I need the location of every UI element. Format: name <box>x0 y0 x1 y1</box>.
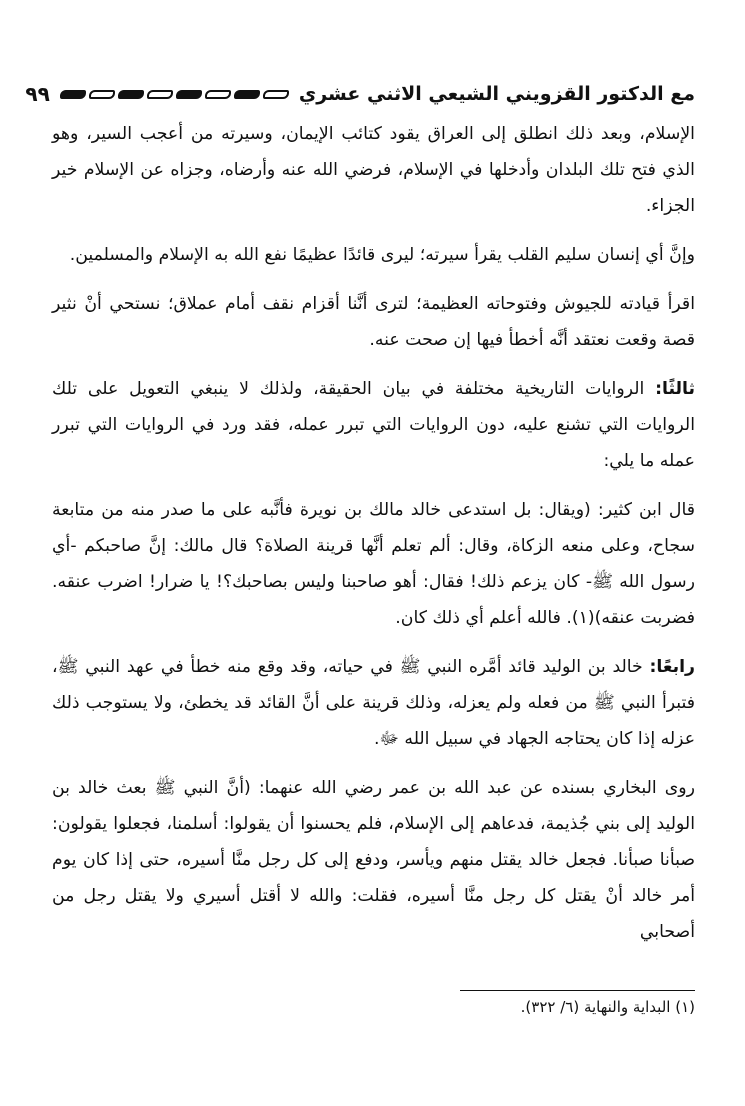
body-text <box>52 116 695 963</box>
page-header <box>25 74 695 114</box>
paragraph <box>52 371 695 479</box>
paragraph-text: قال ابن كثير: (ويقال: بل استدعى خالد مالك بن نويرة فأنَّبه على ما صدر منه من متابعة سجاح، وعلى منعه الزكاة، وقال: ألم تعلم أنَّها قرينة الصلاة؟ قال مالك: إنَّ صاحبكم -أي رسول الله ﷺ- كان يزعم ذلك! فقال: أهو صاحبنا وليس بصاحبك؟! يا ضرار! اضرب عنقه. فضربت عنقه)(١). فالله أعلم أي ذلك كان. <box>52 500 695 628</box>
paragraph-text: اقرأ قيادته للجيوش وفتوحاته العظيمة؛ لترى أنَّنا أقزام نقف أمام عملاق؛ نستحي أنْ نثير قصة وقعت نعتقد أنَّه أخطأ فيها إن صحت عنه. <box>52 294 695 350</box>
paragraph <box>52 649 695 757</box>
paragraph-text: الإسلام، وبعد ذلك انطلق إلى العراق يقود كتائب الإيمان، وسيرته من أعجب السير، وهو الذي فتح تلك البلدان وأدخلها في الإسلام، فرضي الله عنه وأرضاه، وجزاه عن الإسلام خير الجزاء. <box>52 124 695 216</box>
paragraph-lead: رابعًا: <box>649 657 695 677</box>
running-title: مع الدكتور القزويني الشيعي الاثني عشري <box>298 83 695 105</box>
paragraph-text: روى البخاري بسنده عن عبد الله بن عمر رضي الله عنهما: (أنَّ النبي ﷺ بعث خالد بن الوليد إلى بني جُذيمة، فدعاهم إلى الإسلام، فلم يحسنوا أن يقولوا: أسلمنا، فجعلوا يقولون: صبأنا صبأنا. فجعل خالد يقتل منهم ويأسر، ودفع إلى كل رجل منَّا أسيره، حتى إذا كان يوم أمر خالد أنْ يقتل كل رجل منَّا أسيره، فقلت: والله لا أقتل أسيري ولا يقتل رجل من أصحابي <box>52 778 695 942</box>
paragraph <box>52 770 695 950</box>
paragraph <box>52 286 695 358</box>
footnote-divider <box>460 990 695 991</box>
paragraph-lead: ثالثًا: <box>655 379 695 399</box>
paragraph <box>52 237 695 273</box>
page-number: ٩٩ <box>25 82 50 106</box>
paragraph <box>52 116 695 224</box>
paragraph-text: وإنَّ أي إنسان سليم القلب يقرأ سيرته؛ ليرى قائدًا عظيمًا نفع الله به الإسلام والمسلمين. <box>69 245 695 265</box>
footnote: (١) البداية والنهاية (٦/ ٣٢٢). <box>520 998 695 1016</box>
paragraph-text: خالد بن الوليد قائد أمَّره النبي ﷺ في حياته، وقد وقع منه خطأ في عهد النبي ﷺ، فتبرأ النبي ﷺ من فعله ولم يعزله، وذلك قرينة على أنَّ القائد قد يخطئ، ولا يستوجب ذلك عزله إذا كان يحتاجه الجهاد في سبيل الله ﷻ. <box>52 657 695 749</box>
header-ornament-decoration <box>60 87 289 101</box>
paragraph <box>52 492 695 636</box>
paragraph-text: الروايات التاريخية مختلفة في بيان الحقيقة، ولذلك لا ينبغي التعويل على تلك الروايات التي تشنع عليه، دون الروايات التي تبرر عمله، فقد ورد في الروايات التي تبرر عمله ما يلي: <box>52 379 695 471</box>
